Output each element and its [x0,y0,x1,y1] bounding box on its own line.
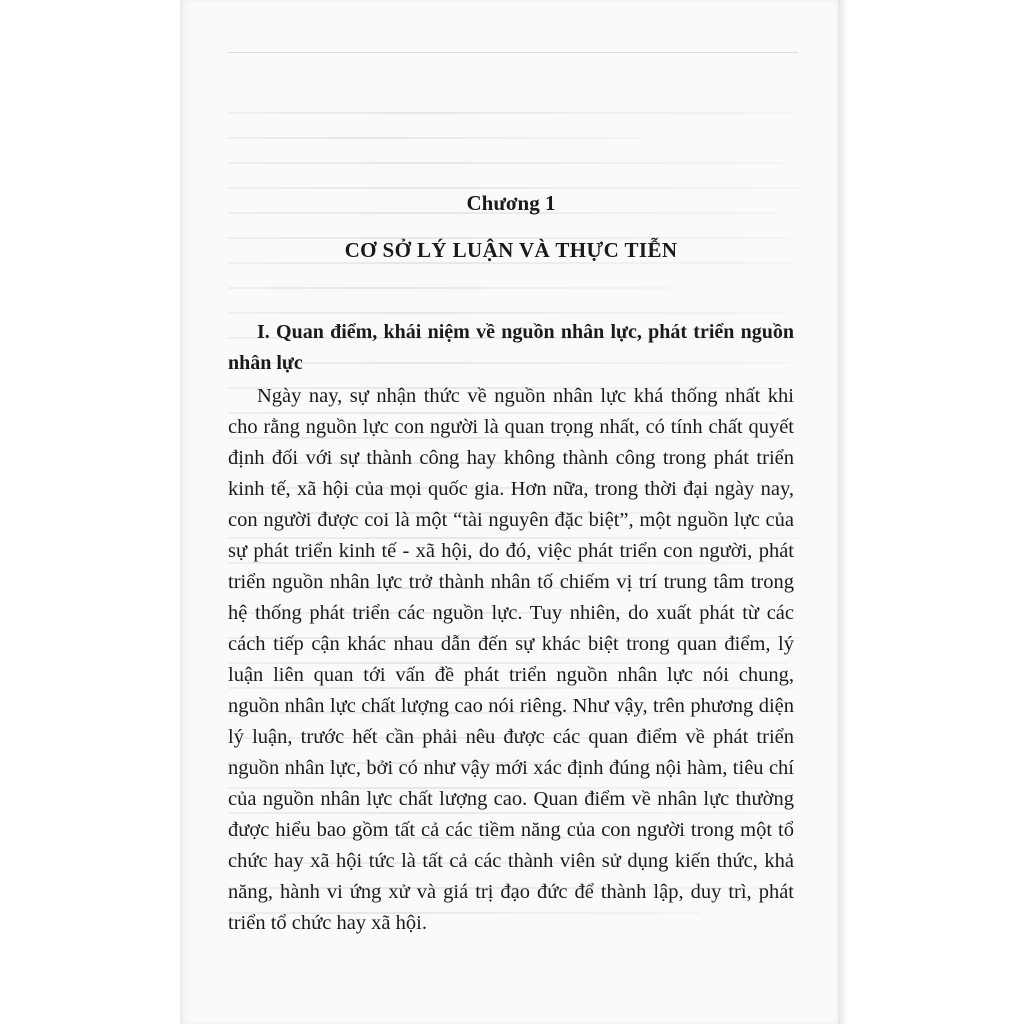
section-heading: I. Quan điểm, khái niệm về nguồn nhân lực, phát triển nguồn nhân lực [228,321,794,374]
page-content [228,188,794,939]
body-paragraph: Ngày nay, sự nhận thức về nguồn nhân lực khá thống nhất khi cho rằng nguồn lực con người là quan trọng nhất, có tính chất quyết định đối với sự thành công hay không thành công trong phát triển kinh tế, xã hội của mọi quốc gia. Hơn nữa, trong thời đại ngày nay, con người được coi là một “tài nguyên đặc biệt”, một nguồn lực của sự phát triển kinh tế - xã hội, do đó, việc phát triển con người, phát triển nguồn nhân lực trở thành nhân tố chiếm vị trí trung tâm trong hệ thống phát triển các nguồn lực. Tuy nhiên, do xuất phát từ các cách tiếp cận khác nhau dẫn đến sự khác biệt trong quan điểm, lý luận liên quan tới vấn đề phát triển nguồn nhân lực nói chung, nguồn nhân lực chất lượng cao nói riêng. Như vậy, trên phương diện lý luận, trước hết cần phải nêu được các quan điểm về phát triển nguồn nhân lực, bởi có như vậy mới xác định đúng nội hàm, tiêu chí của nguồn nhân lực chất lượng cao. Quan điểm về nhân lực thường được hiểu bao gồm tất cả các tiềm năng của con người trong một tổ chức hay xã hội tức là tất cả các thành viên sử dụng kiến thức, khả năng, hành vi ứng xử và giá trị đạo đức để thành lập, duy trì, phát triển tổ chức hay xã hội. [228,385,794,934]
page-edge-shadow [838,0,848,1024]
chapter-number: Chương 1 [466,191,556,215]
bleed-through-header [228,42,798,53]
chapter-title: CƠ SỞ LÝ LUẬN VÀ THỰC TIỄN [344,238,678,262]
